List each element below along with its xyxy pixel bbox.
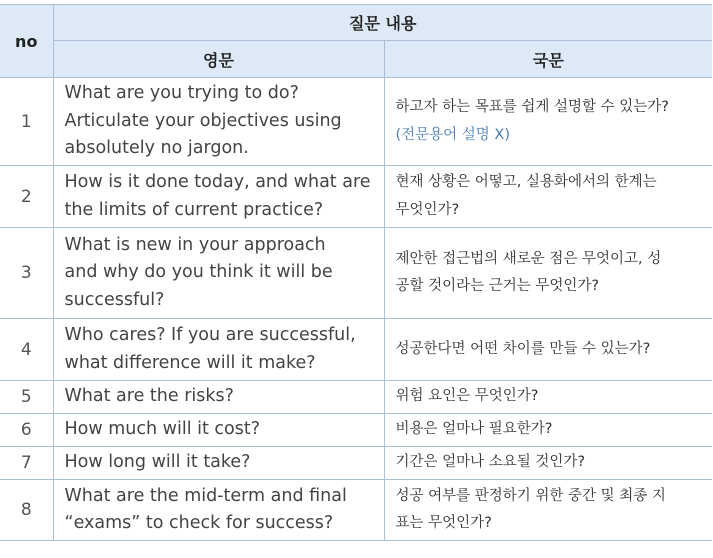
english-question: [53, 414, 384, 447]
korean-line: 제안한 접근법의 새로운 점은 무엇이고, 성: [395, 250, 662, 267]
english-line: what difference will it make?: [64, 352, 316, 373]
korean-line: 현재 상황은 어떻고, 실용화에서의 한계는: [395, 174, 657, 190]
question-content-header: 질문 내용: [53, 5, 712, 41]
korean-line: 공할 것이라는 근거는 무엇인가?: [395, 278, 600, 294]
row-number: 3: [0, 228, 53, 319]
korean-question: [384, 166, 712, 228]
english-line: “exams” to check for success?: [64, 513, 334, 533]
table-row: [0, 228, 712, 319]
korean-question: [384, 319, 712, 381]
english-line: and why do you think it will be: [64, 262, 333, 283]
english-question: [53, 447, 384, 480]
english-line: What is new in your approach: [64, 234, 326, 255]
english-question: [53, 228, 384, 319]
table-row: [0, 447, 712, 480]
row-number: 4: [0, 319, 53, 381]
korean-question: [384, 381, 712, 414]
english-question: [53, 319, 384, 381]
english-line: absolutely no jargon.: [64, 138, 249, 159]
no-column-header: no: [0, 5, 53, 78]
english-line: What are the risks?: [64, 386, 234, 407]
korean-line: 하고자 하는 목표를 쉽게 설명할 수 있는가?: [395, 99, 669, 115]
table-row: [0, 414, 712, 447]
row-number: 5: [0, 381, 53, 414]
korean-line: 성공한다면 어떤 차이를 만들 수 있는가?: [395, 340, 651, 357]
table-row: [0, 166, 712, 228]
korean-line: 비용은 얼마나 필요한가?: [395, 421, 553, 438]
table-body: [0, 78, 712, 541]
english-line: How is it done today, and what are: [64, 172, 371, 192]
korean-line: 기간은 얼마나 소요될 것인가?: [395, 454, 586, 471]
english-column-header: 영문: [53, 41, 384, 78]
korean-question: [384, 228, 712, 319]
korean-question: [384, 78, 712, 166]
korean-line: 표는 무엇인가?: [395, 515, 492, 531]
korean-line: 성공 여부를 판정하기 위한 중간 및 최종 지: [395, 487, 666, 504]
row-number: 8: [0, 480, 53, 541]
row-number: 1: [0, 78, 53, 166]
korean-note: (전문용어 설명 X): [395, 126, 511, 143]
english-line: the limits of current practice?: [64, 199, 324, 220]
english-line: How long will it take?: [64, 452, 251, 473]
english-line: How much will it cost?: [64, 419, 260, 440]
table-row: [0, 78, 712, 166]
english-line: successful?: [64, 289, 165, 310]
questions-table: [0, 4, 712, 541]
english-question: [53, 166, 384, 228]
english-line: Who cares? If you are successful,: [64, 325, 356, 345]
korean-question: [384, 447, 712, 480]
table-row: [0, 480, 712, 541]
english-line: What are you trying to do?: [64, 83, 299, 104]
row-number: 7: [0, 447, 53, 480]
table-row: [0, 319, 712, 381]
korean-question: [384, 480, 712, 541]
english-question: [53, 480, 384, 541]
english-line: What are the mid-term and final: [64, 485, 347, 506]
korean-question: [384, 414, 712, 447]
english-question: [53, 78, 384, 166]
english-line: Articulate your objectives using: [64, 110, 342, 131]
korean-column-header: 국문: [384, 41, 712, 78]
table-row: [0, 381, 712, 414]
english-question: [53, 381, 384, 414]
korean-line: 위험 요인은 무엇인가?: [395, 388, 539, 405]
row-number: 6: [0, 414, 53, 447]
korean-line: 무엇인가?: [395, 201, 460, 218]
row-number: 2: [0, 166, 53, 228]
